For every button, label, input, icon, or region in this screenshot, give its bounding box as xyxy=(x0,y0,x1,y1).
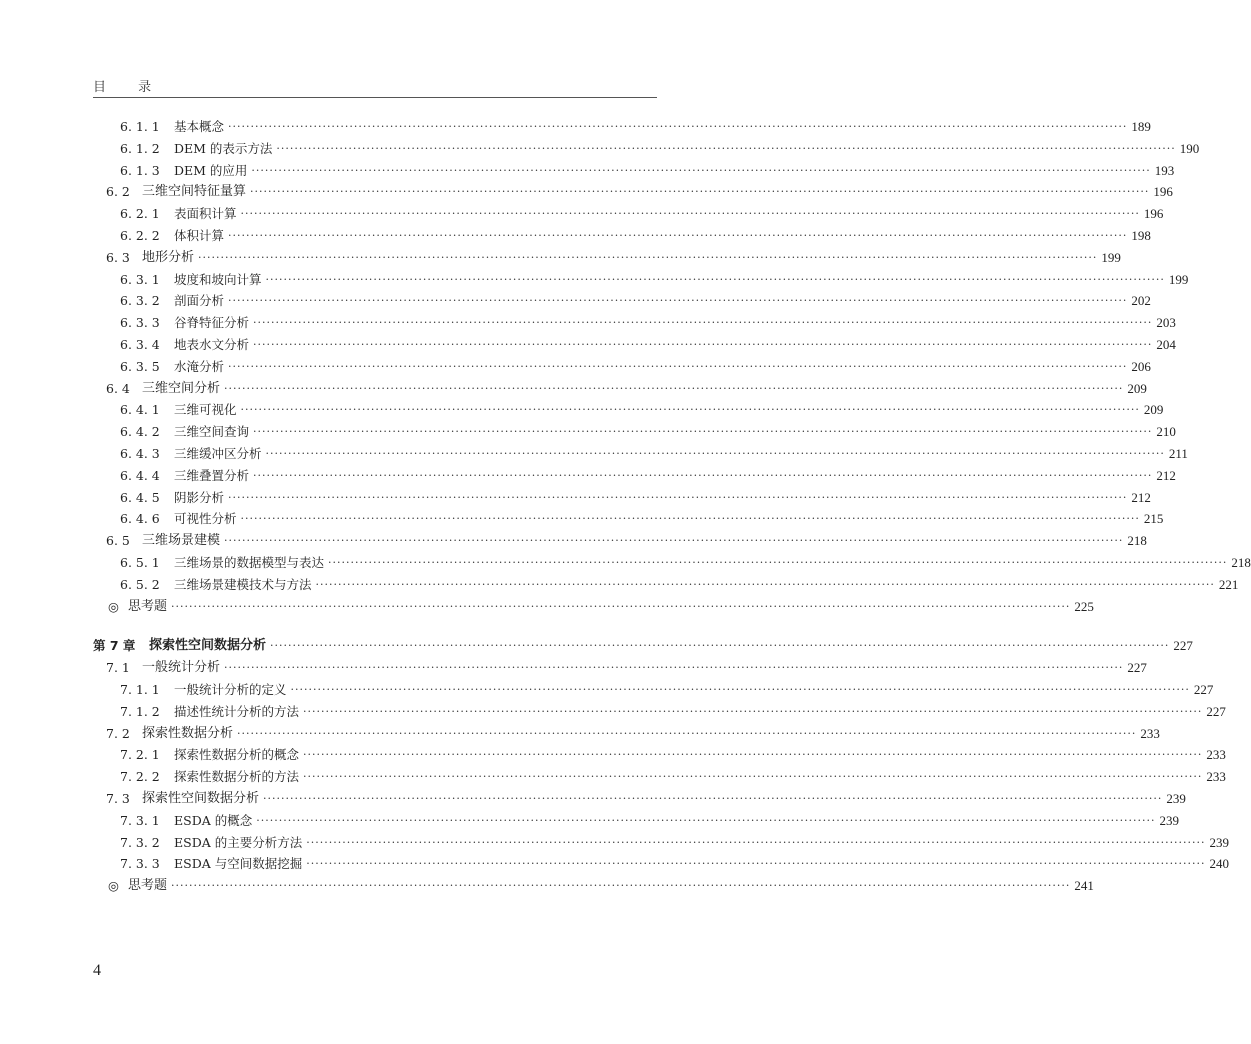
toc-entry-title: 一般统计分析 xyxy=(142,660,221,676)
toc-entry-number: 6. 4. 1 xyxy=(120,402,160,418)
toc-entry-title: 三维空间查询 xyxy=(174,424,250,440)
toc-entry-number: ◎ xyxy=(108,598,119,614)
toc-entry-number: 7. 1 xyxy=(106,660,130,676)
toc-entry-page: 239 xyxy=(1159,812,1180,828)
toc-entry-page: 218 xyxy=(1231,555,1251,570)
toc-entry[interactable] xyxy=(106,379,1147,399)
toc-entry-number: 6. 2 xyxy=(106,184,130,200)
toc-entry-number: 6. 3. 2 xyxy=(120,293,160,309)
toc-entry-number: 6. 4. 5 xyxy=(120,489,160,505)
toc-entry[interactable] xyxy=(120,466,1176,486)
toc-entry-number: 7. 3. 3 xyxy=(120,856,160,872)
dot-leader: ········································································································································································································ xyxy=(228,120,1128,133)
toc-entry-page: 227 xyxy=(1173,638,1193,654)
toc-entry-page: 193 xyxy=(1154,162,1175,178)
toc-entry-page: 204 xyxy=(1156,337,1176,352)
toc-entry-page: 212 xyxy=(1131,489,1151,505)
toc-entry-page: 209 xyxy=(1127,380,1147,396)
toc-entry-number: 6. 3. 1 xyxy=(120,271,160,287)
toc-entry-page: 202 xyxy=(1131,293,1151,309)
toc-entry[interactable] xyxy=(120,745,1226,765)
toc-entry-page: 212 xyxy=(1156,467,1176,483)
toc-entry-page: 227 xyxy=(1206,703,1226,719)
toc-entry-title: 探索性数据分析 xyxy=(142,725,234,741)
dot-leader: ········································································································································································································ xyxy=(224,534,1124,548)
toc-entry-title: 三维可视化 xyxy=(174,402,237,418)
toc-entry-page: 233 xyxy=(1206,747,1226,763)
toc-entry-title: 地表水文分析 xyxy=(174,337,250,352)
toc-entry-title: 三维空间特征量算 xyxy=(142,184,247,200)
toc-entry-page: 221 xyxy=(1218,576,1239,592)
toc-entry-title: 谷脊特征分析 xyxy=(174,315,250,331)
toc-entry[interactable] xyxy=(106,724,1160,744)
dot-leader: ········································································································································································································ xyxy=(253,338,1153,351)
toc-entry-title: DEM 的表示方法 xyxy=(174,140,273,156)
toc-entry[interactable] xyxy=(120,767,1226,787)
toc-entry-number: 7. 3 xyxy=(106,791,130,806)
running-header: 目 录 xyxy=(93,80,166,95)
dot-leader: ········································································································································································································ xyxy=(228,229,1128,242)
toc-entry-title: 水淹分析 xyxy=(174,358,225,374)
toc-entry[interactable] xyxy=(93,636,1193,656)
dot-leader: ········································································································································································································ xyxy=(306,835,1206,849)
toc-entry-page: 227 xyxy=(1193,682,1214,697)
dot-leader: ········································································································································································································ xyxy=(303,704,1203,718)
toc-entry-number: 6. 2. 1 xyxy=(120,206,160,222)
toc-entry-number: 6. 3 xyxy=(106,249,130,265)
toc-entry-title: 剖面分析 xyxy=(174,293,225,309)
dot-leader: ········································································································································································································ xyxy=(253,316,1153,330)
toc-entry-page: 199 xyxy=(1168,271,1189,287)
toc-entry-title: DEM 的应用 xyxy=(174,162,248,178)
toc-entry-number: 6. 3. 4 xyxy=(120,337,160,352)
dot-leader: ········································································································································································································ xyxy=(171,599,1071,613)
dot-leader: ········································································································································································································ xyxy=(224,381,1124,395)
toc-entry-page: 233 xyxy=(1140,725,1160,741)
dot-leader: ········································································································································································································ xyxy=(240,207,1140,221)
dot-leader: ········································································································································································································ xyxy=(306,857,1206,871)
toc-entry-title: 探索性空间数据分析 xyxy=(149,638,267,654)
toc-entry-number: 6. 5. 1 xyxy=(120,555,160,570)
toc-entry-title: 思考题 xyxy=(128,598,168,614)
toc-entry[interactable] xyxy=(106,182,1173,202)
toc-entry[interactable] xyxy=(106,531,1147,551)
toc-entry-page: 189 xyxy=(1131,119,1151,134)
toc-entry-page: 239 xyxy=(1166,791,1186,806)
dot-leader: ········································································································································································································ xyxy=(171,879,1071,893)
toc-entry[interactable] xyxy=(120,488,1151,508)
dot-leader: ········································································································································································································ xyxy=(290,683,1190,696)
dot-leader: ········································································································································································································ xyxy=(315,577,1215,591)
toc-entry[interactable] xyxy=(120,139,1200,159)
toc-entry[interactable] xyxy=(120,811,1180,831)
toc-entry[interactable] xyxy=(120,400,1164,420)
toc-entry-number: 6. 4 xyxy=(106,380,130,396)
toc-entry-page: 196 xyxy=(1153,184,1173,200)
toc-entry[interactable] xyxy=(120,357,1151,377)
dot-leader: ········································································································································································································ xyxy=(224,661,1124,675)
toc-entry-number: 6. 5 xyxy=(106,533,130,549)
toc-entry[interactable] xyxy=(120,161,1175,181)
toc-entry-title: 描述性统计分析的方法 xyxy=(174,703,300,719)
toc-entry-page: 241 xyxy=(1074,878,1094,894)
toc-entry-title: 三维空间分析 xyxy=(142,380,221,396)
toc-entry-title: 表面积计算 xyxy=(174,206,237,222)
toc-entry-page: 199 xyxy=(1101,249,1121,265)
dot-leader: ········································································································································································································ xyxy=(265,447,1165,460)
toc-entry-number: 6. 1. 1 xyxy=(120,119,160,134)
dot-leader: ········································································································································································································ xyxy=(240,512,1140,526)
dot-leader: ········································································································································································································ xyxy=(253,425,1153,439)
toc-entry[interactable] xyxy=(120,313,1176,333)
toc-entry-page: 190 xyxy=(1179,140,1200,156)
dot-leader: ········································································································································································································ xyxy=(263,792,1163,805)
dot-leader: ········································································································································································································ xyxy=(228,294,1128,308)
toc-entry-title: 探索性数据分析的概念 xyxy=(174,747,300,763)
toc-entry[interactable] xyxy=(108,876,1094,896)
toc-entry-number: 6. 3. 3 xyxy=(120,315,160,331)
toc-entry-number: ◎ xyxy=(108,878,119,894)
toc-entry-title: 体积计算 xyxy=(174,228,225,243)
dot-leader: ········································································································································································································ xyxy=(228,490,1128,504)
toc-entry-number: 6. 2. 2 xyxy=(120,228,160,243)
dot-leader: ········································································································································································································ xyxy=(240,403,1140,417)
toc-entry[interactable] xyxy=(120,702,1226,722)
toc-entry-page: 218 xyxy=(1127,533,1147,549)
dot-leader: ········································································································································································································ xyxy=(198,250,1098,264)
header-rule xyxy=(93,97,657,98)
toc-entry-number: 第 7 章 xyxy=(93,638,136,654)
toc-entry-title: 可视性分析 xyxy=(174,511,237,527)
toc-entry-number: 6. 1. 3 xyxy=(120,162,160,178)
toc-entry-page: 196 xyxy=(1143,206,1164,222)
toc-entry[interactable] xyxy=(120,854,1230,874)
toc-entry-page: 209 xyxy=(1143,402,1164,418)
toc-entry[interactable] xyxy=(106,789,1186,809)
toc-entry-number: 7. 1. 2 xyxy=(120,703,160,719)
toc-entry-title: 探索性空间数据分析 xyxy=(142,791,260,806)
toc-entry-number: 6. 4. 2 xyxy=(120,424,160,440)
toc-entry-title: 三维场景建模技术与方法 xyxy=(174,576,312,592)
toc-entry-number: 7. 2. 1 xyxy=(120,747,160,763)
dot-leader: ········································································································································································································ xyxy=(251,163,1151,177)
toc-entry-page: 206 xyxy=(1131,358,1151,374)
toc-entry[interactable] xyxy=(120,833,1230,853)
dot-leader: ········································································································································································································ xyxy=(265,272,1165,286)
toc-entry-title: 三维场景建模 xyxy=(142,533,221,549)
toc-entry[interactable] xyxy=(120,680,1214,700)
toc-entry-title: ESDA 的概念 xyxy=(174,812,253,828)
toc-entry-number: 6. 4. 3 xyxy=(120,446,160,461)
toc-entry[interactable] xyxy=(106,248,1121,268)
toc-entry[interactable] xyxy=(120,575,1239,595)
toc-entry-number: 6. 4. 6 xyxy=(120,511,160,527)
toc-entry-number: 6. 4. 4 xyxy=(120,467,160,483)
toc-entry-title: 思考题 xyxy=(128,878,168,894)
toc-entry-number: 7. 2 xyxy=(106,725,130,741)
toc-entry-number: 7. 1. 1 xyxy=(120,682,160,697)
toc-entry[interactable] xyxy=(120,226,1151,246)
toc-entry-page: 198 xyxy=(1131,228,1151,243)
dot-leader: ········································································································································································································ xyxy=(303,748,1203,762)
toc-entry-title: 三维场景的数据模型与表达 xyxy=(174,555,325,570)
dot-leader: ········································································································································································································ xyxy=(256,813,1156,827)
toc-entry[interactable] xyxy=(120,509,1164,529)
toc-entry[interactable] xyxy=(108,597,1094,617)
toc-entry-title: 三维缓冲区分析 xyxy=(174,446,262,461)
toc-entry-title: ESDA 与空间数据挖掘 xyxy=(174,856,303,872)
dot-leader: ········································································································································································································ xyxy=(270,639,1170,653)
toc-entry[interactable] xyxy=(120,270,1189,290)
toc-entry[interactable] xyxy=(120,204,1164,224)
toc-entry-page: 233 xyxy=(1206,769,1226,785)
dot-leader: ········································································································································································································ xyxy=(328,556,1228,569)
toc-entry-page: 215 xyxy=(1143,511,1164,527)
page-number: 4 xyxy=(93,962,101,979)
toc-entry-number: 7. 3. 2 xyxy=(120,834,160,850)
dot-leader: ········································································································································································································ xyxy=(253,468,1153,482)
toc-entry-title: 坡度和坡向计算 xyxy=(174,271,262,287)
toc-entry-page: 210 xyxy=(1156,424,1176,440)
dot-leader: ········································································································································································································ xyxy=(303,770,1203,784)
toc-entry[interactable] xyxy=(120,335,1176,355)
toc-entry[interactable] xyxy=(120,422,1176,442)
dot-leader: ········································································································································································································ xyxy=(228,359,1128,373)
toc-entry-number: 6. 5. 2 xyxy=(120,576,160,592)
toc-entry[interactable] xyxy=(120,117,1151,137)
toc-entry-page: 240 xyxy=(1209,856,1230,872)
toc-entry-title: 阴影分析 xyxy=(174,489,225,505)
dot-leader: ········································································································································································································ xyxy=(276,141,1176,155)
toc-entry-title: 探索性数据分析的方法 xyxy=(174,769,300,785)
toc-entry-title: ESDA 的主要分析方法 xyxy=(174,834,303,850)
toc-entry-title: 三维叠置分析 xyxy=(174,467,250,483)
toc-entry-number: 6. 1. 2 xyxy=(120,140,160,156)
toc-entry[interactable] xyxy=(120,444,1188,464)
toc-entry[interactable] xyxy=(106,658,1147,678)
toc-entry-number: 7. 3. 1 xyxy=(120,812,160,828)
toc-entry[interactable] xyxy=(120,291,1151,311)
toc-entry-page: 203 xyxy=(1156,315,1176,331)
toc-entry-title: 基本概念 xyxy=(174,119,225,134)
toc-entry-title: 地形分析 xyxy=(142,249,195,265)
toc-entry-page: 239 xyxy=(1209,834,1230,850)
toc-entry-page: 227 xyxy=(1127,660,1147,676)
toc-entry-page: 211 xyxy=(1168,446,1188,461)
dot-leader: ········································································································································································································ xyxy=(237,726,1137,740)
toc-entry[interactable] xyxy=(120,553,1251,573)
dot-leader: ········································································································································································································ xyxy=(250,185,1150,199)
toc-entry-number: 6. 3. 5 xyxy=(120,358,160,374)
toc-entry-number: 7. 2. 2 xyxy=(120,769,160,785)
toc-entry-page: 225 xyxy=(1074,598,1094,614)
toc-entry-title: 一般统计分析的定义 xyxy=(174,682,287,697)
